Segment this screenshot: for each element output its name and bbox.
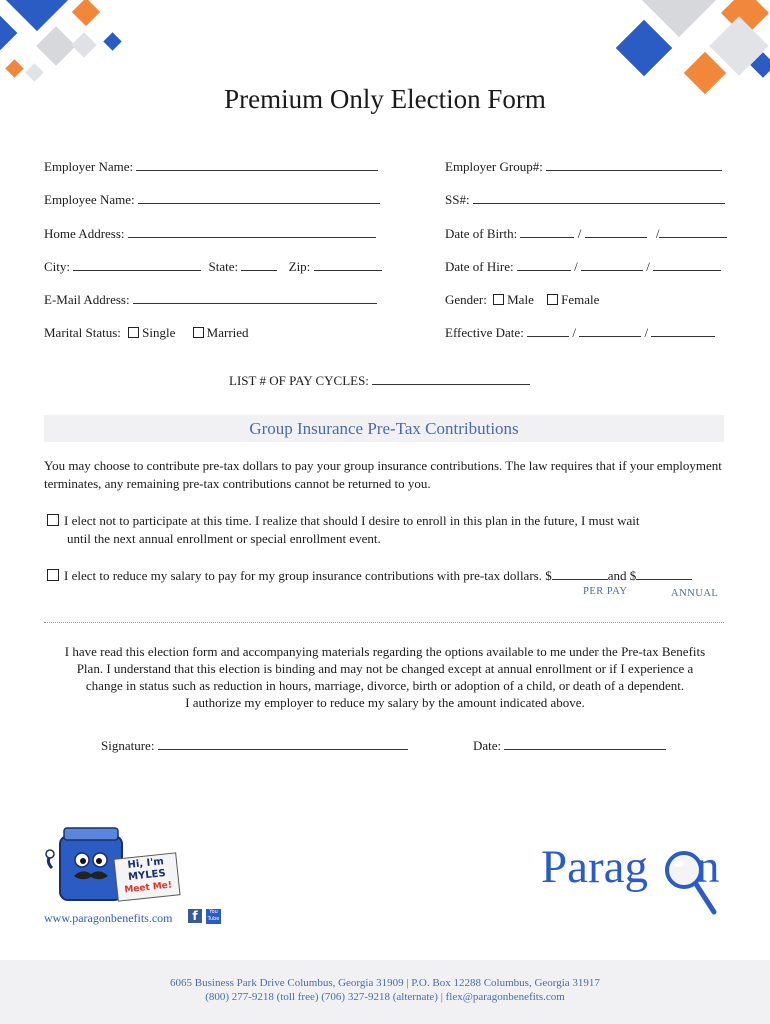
marital-status-field xyxy=(44,325,249,341)
male-checkbox[interactable] xyxy=(493,294,504,305)
dob-year-line[interactable] xyxy=(659,226,727,238)
annual-caption: ANNUAL xyxy=(671,588,719,599)
decline-text-line1: I elect not to participate at this time. I realize that should I desire to enroll in this plan in the future, I must wait xyxy=(64,513,640,528)
section-divider xyxy=(44,622,724,623)
mascot-sign-line3: Meet Me! xyxy=(123,880,173,896)
employer-group-line[interactable] xyxy=(546,159,722,171)
logo-text-right: n xyxy=(696,841,720,893)
single-label: Single xyxy=(142,325,176,340)
section-intro: You may choose to contribute pre-tax dollars to pay your group insurance contributions. The law requires that if your employment terminates, any remaining pre-tax contributions cannot be returned to you. xyxy=(44,458,722,491)
pay-cycles-label: LIST # OF PAY CYCLES: xyxy=(229,373,369,388)
employee-name-line[interactable] xyxy=(138,192,380,204)
option-participate xyxy=(47,567,737,585)
date-line[interactable] xyxy=(504,738,666,750)
city-line[interactable] xyxy=(73,259,201,271)
decline-text-line2: until the next annual enrollment or special enrollment event. xyxy=(67,531,381,546)
hire-date-field[interactable]: Date of Hire: / / xyxy=(445,259,721,275)
per-pay-caption: PER PAY xyxy=(583,586,628,597)
home-address-line[interactable] xyxy=(128,226,376,238)
effective-year-line[interactable] xyxy=(651,325,715,337)
acknowledgement-line3: change in status such as reduction in hours, marriage, divorce, birth or adoption of a child, or death of a dependent. xyxy=(85,678,685,693)
section-title: Group Insurance Pre-Tax Contributions xyxy=(249,419,519,438)
option-decline xyxy=(47,512,727,548)
employer-group-field[interactable] xyxy=(445,159,722,175)
hire-day-line[interactable] xyxy=(581,259,643,271)
mascot-myles xyxy=(44,826,184,910)
facebook-glyph: f xyxy=(192,909,198,923)
male-label: Male xyxy=(507,292,534,307)
hire-month-line[interactable] xyxy=(517,259,571,271)
employee-name-label: Employee Name: xyxy=(44,192,135,207)
page-title: Premium Only Election Form xyxy=(224,84,546,114)
employer-name-field[interactable] xyxy=(44,159,378,175)
dob-month-line[interactable] xyxy=(520,226,574,238)
city-state-zip-field[interactable] xyxy=(44,259,382,275)
acknowledgement xyxy=(0,643,770,711)
pay-cycles-field[interactable] xyxy=(229,373,530,389)
facebook-icon[interactable] xyxy=(188,909,202,923)
acknowledgement-line2: Plan. I understand that this election is binding and may not be changed except at annual enrollment or if I experience a xyxy=(76,661,694,676)
state-line[interactable] xyxy=(241,259,277,271)
ss-label: SS#: xyxy=(445,192,470,207)
city-label: City: xyxy=(44,259,71,274)
effective-date-field[interactable]: Effective Date: / / xyxy=(445,325,715,341)
participate-text: I elect to reduce my salary to pay for my group insurance contributions with pre-tax dollars. $ xyxy=(64,568,552,583)
gender-field xyxy=(445,292,599,308)
signature-line[interactable] xyxy=(158,738,408,750)
acknowledgement-line1: I have read this election form and accompanying materials regarding the options available to me under the Pre-tax Benefits xyxy=(64,644,706,659)
home-address-field[interactable] xyxy=(44,226,376,242)
youtube-icon[interactable] xyxy=(206,909,221,924)
married-checkbox[interactable] xyxy=(193,327,204,338)
participate-and: and $ xyxy=(607,568,637,583)
website-link[interactable]: www.paragonbenefits.com xyxy=(44,911,173,925)
dob-label: Date of Birth: xyxy=(445,226,518,241)
dob-field[interactable]: Date of Birth: / / xyxy=(445,226,727,242)
zip-label: Zip: xyxy=(288,259,311,274)
date-label: Date: xyxy=(473,738,502,753)
footer-contact: (800) 277-9218 (toll free) (706) 327-9218 (alternate) | flex@paragonbenefits.com xyxy=(205,991,565,1003)
decline-checkbox[interactable] xyxy=(47,514,59,526)
signature-field[interactable] xyxy=(101,738,408,754)
marital-status-label: Marital Status: xyxy=(44,325,121,340)
dob-day-line[interactable] xyxy=(585,226,647,238)
employee-name-field[interactable] xyxy=(44,192,380,208)
mascot-sign xyxy=(116,855,177,897)
married-label: Married xyxy=(206,325,249,340)
effective-day-line[interactable] xyxy=(579,325,641,337)
footer xyxy=(0,960,770,1024)
section-header xyxy=(44,415,724,442)
youtube-top: You xyxy=(209,909,218,915)
effective-date-label: Effective Date: xyxy=(445,325,524,340)
female-label: Female xyxy=(561,292,600,307)
home-address-label: Home Address: xyxy=(44,226,125,241)
annual-amount-line[interactable] xyxy=(636,568,692,580)
per-pay-amount-line[interactable] xyxy=(552,568,608,580)
employer-name-line[interactable] xyxy=(136,159,378,171)
employer-name-label: Employer Name: xyxy=(44,159,134,174)
female-checkbox[interactable] xyxy=(547,294,558,305)
ss-field[interactable] xyxy=(445,192,725,208)
acknowledgement-line4: I authorize my employer to reduce my salary by the amount indicated above. xyxy=(185,695,585,710)
email-line[interactable] xyxy=(133,292,377,304)
employer-group-label: Employer Group#: xyxy=(445,159,543,174)
hire-year-line[interactable] xyxy=(653,259,721,271)
effective-month-line[interactable] xyxy=(527,325,569,337)
email-field[interactable] xyxy=(44,292,377,308)
mascot-sign-line2: MYLES xyxy=(127,868,167,883)
participate-checkbox[interactable] xyxy=(47,569,59,581)
signature-label: Signature: xyxy=(101,738,155,753)
state-label: State: xyxy=(208,259,239,274)
hire-date-label: Date of Hire: xyxy=(445,259,514,274)
logo-text-left: Parag xyxy=(541,841,649,893)
footer-address: 6065 Business Park Drive Columbus, Georgia 31909 | P.O. Box 12288 Columbus, Georgia 31917 xyxy=(170,977,600,989)
gender-label: Gender: xyxy=(445,292,487,307)
ss-line[interactable] xyxy=(473,192,725,204)
paragon-logo xyxy=(541,836,731,920)
single-checkbox[interactable] xyxy=(128,327,139,338)
date-field[interactable] xyxy=(473,738,666,754)
mascot-sign-line1: Hi, I'm xyxy=(127,856,165,871)
youtube-bottom: Tube xyxy=(207,916,220,922)
pay-cycles-line[interactable] xyxy=(372,373,530,385)
zip-line[interactable] xyxy=(314,259,382,271)
email-label: E-Mail Address: xyxy=(44,292,130,307)
